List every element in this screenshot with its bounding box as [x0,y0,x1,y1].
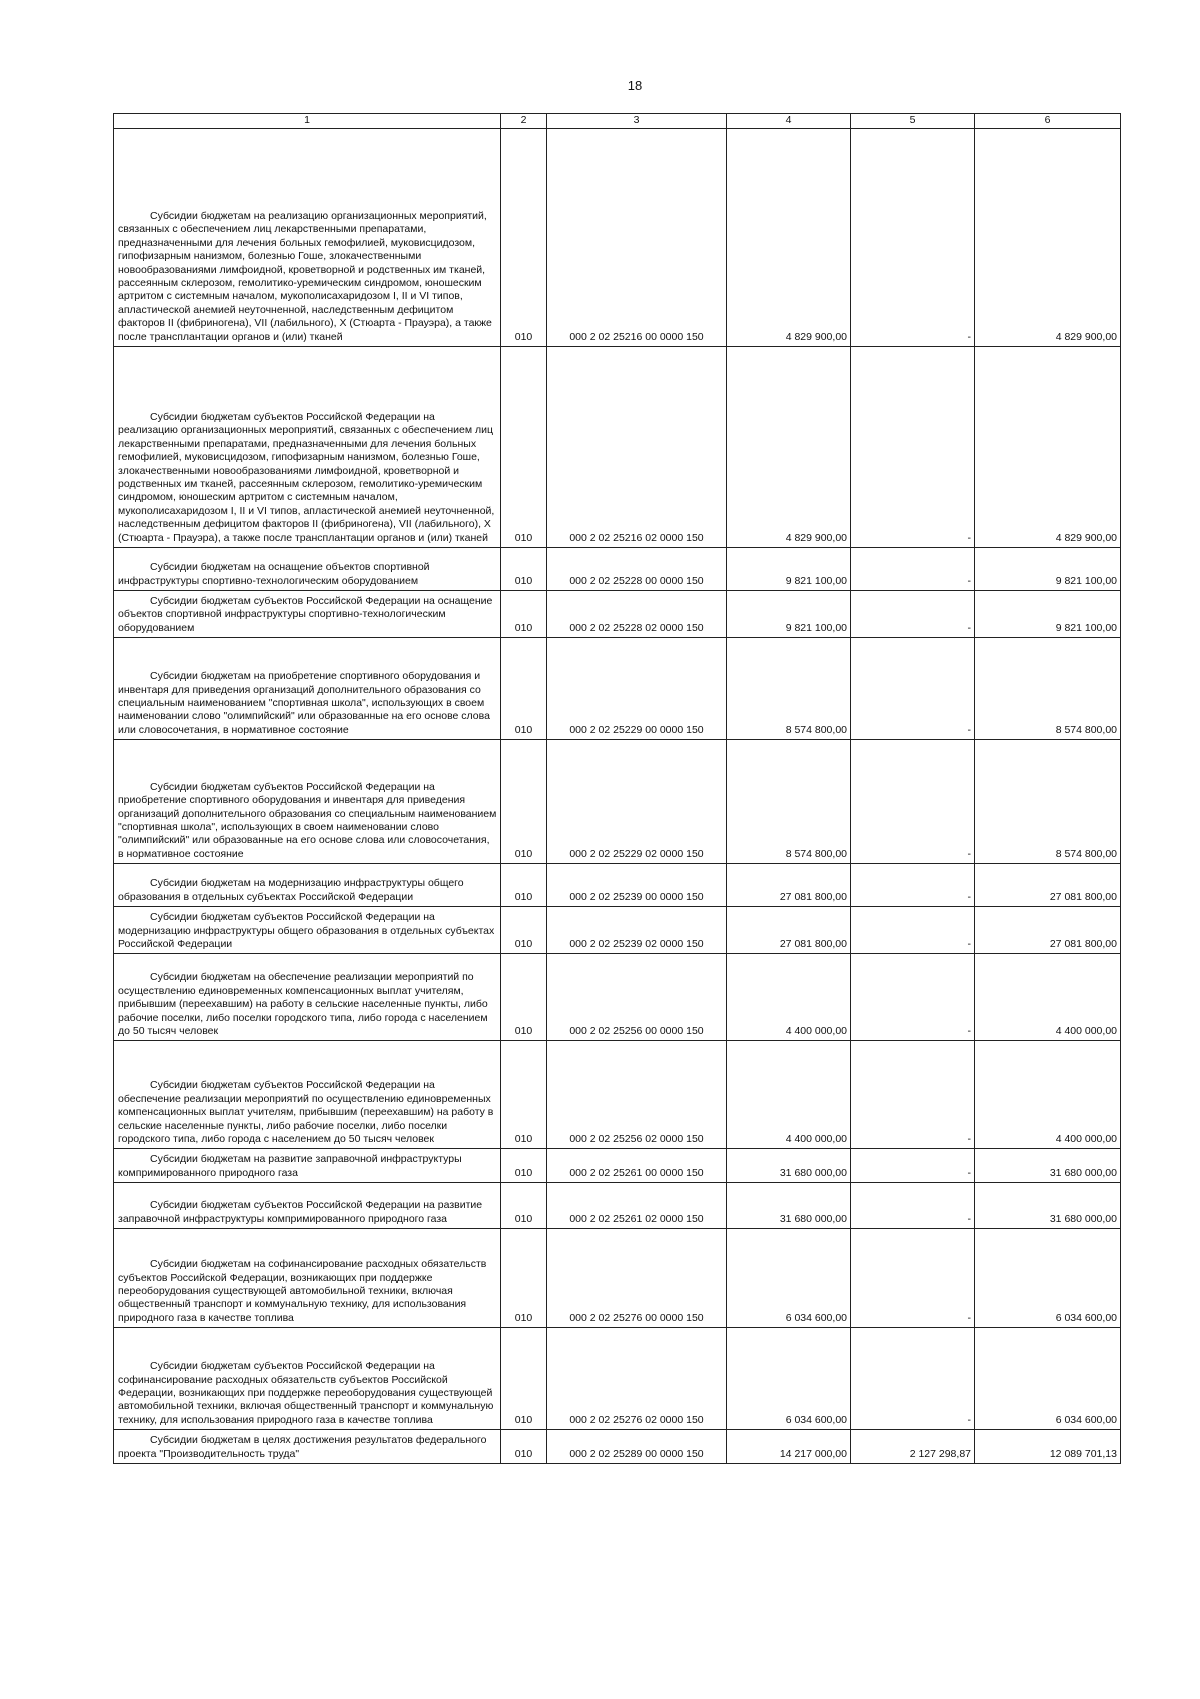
row-line-code: 010 [501,548,547,591]
row-executed-amount: 4 400 000,00 [975,1041,1121,1149]
row-approved-amount: 6 034 600,00 [727,1229,851,1328]
row-approved-amount: 8 574 800,00 [727,638,851,740]
row-executed-amount: 12 089 701,13 [975,1430,1121,1464]
row-description [114,347,501,548]
row-approved-amount: 6 034 600,00 [727,1328,851,1430]
column-header-4: 4 [727,114,851,129]
row-executed-amount: 4 400 000,00 [975,954,1121,1041]
row-line-code: 010 [501,1430,547,1464]
table-row [114,591,1121,638]
row-description-text: Субсидии бюджетам на модернизацию инфраструктуры общего образования в отдельных субъектах Российской Федерации [118,877,464,903]
column-header-5: 5 [851,114,975,129]
row-cancelled-amount: - [851,591,975,638]
row-description [114,740,501,864]
row-executed-amount: 9 821 100,00 [975,591,1121,638]
row-approved-amount: 4 400 000,00 [727,1041,851,1149]
row-cancelled-amount: - [851,740,975,864]
table-row [114,1328,1121,1430]
row-budget-code: 000 2 02 25289 00 0000 150 [547,1430,727,1464]
row-approved-amount: 9 821 100,00 [727,591,851,638]
row-budget-code: 000 2 02 25256 02 0000 150 [547,1041,727,1149]
row-line-code: 010 [501,740,547,864]
row-description-text: Субсидии бюджетам на обеспечение реализации мероприятий по осуществлению единовременных компенсационных выплат учителям, прибывшим (переехавшим) на работу в сельские населенные пункты, либо рабочие поселки, либо поселки городского типа, либо города с населением до 50 тысяч человек [118,971,488,1038]
row-description-text: Субсидии бюджетам субъектов Российской Федерации на обеспечение реализации мероприятий по осуществлению единовременных компенсационных выплат учителям, прибывшим (переехавшим) на работу в сельские населенные пункты, либо рабочие поселки, либо поселки городского типа, либо города с населением до 50 тысяч человек [118,1079,494,1146]
row-description [114,548,501,591]
row-line-code: 010 [501,638,547,740]
row-budget-code: 000 2 02 25239 02 0000 150 [547,907,727,954]
row-description [114,954,501,1041]
row-approved-amount: 14 217 000,00 [727,1430,851,1464]
row-description-text: Субсидии бюджетам субъектов Российской Федерации на развитие заправочной инфраструктуры компримированного природного газа [118,1199,483,1225]
row-description [114,591,501,638]
row-line-code: 010 [501,1328,547,1430]
row-executed-amount: 31 680 000,00 [975,1149,1121,1183]
row-executed-amount: 6 034 600,00 [975,1328,1121,1430]
table-row [114,347,1121,548]
table-row [114,954,1121,1041]
row-line-code: 010 [501,1149,547,1183]
row-approved-amount: 27 081 800,00 [727,907,851,954]
row-budget-code: 000 2 02 25256 00 0000 150 [547,954,727,1041]
row-description-text: Субсидии бюджетам субъектов Российской Федерации на модернизацию инфраструктуры общего образования в отдельных субъектах Российской Федерации [118,911,495,951]
row-description-text: Субсидии бюджетам субъектов Российской Федерации на софинансирование расходных обязательств субъектов Российской Федерации, возникающих при поддержке переоборудования существующей автомобильной техники, включая общественный транспорт и коммунальную технику, для использования природного газа в качестве топлива [118,1360,494,1426]
row-budget-code: 000 2 02 25261 00 0000 150 [547,1149,727,1183]
row-line-code: 010 [501,907,547,954]
row-budget-code: 000 2 02 25229 02 0000 150 [547,740,727,864]
row-description [114,129,501,347]
row-line-code: 010 [501,1229,547,1328]
row-description-text: Субсидии бюджетам субъектов Российской Федерации на приобретение спортивного оборудования и инвентаря для приведения организаций дополнительного образования со специальным наименованием "спортивная школа", использующих в своем наименовании слово "олимпийский" или образованные на его основе слова или словосочетания, в нормативное состояние [118,780,497,860]
row-budget-code: 000 2 02 25276 02 0000 150 [547,1328,727,1430]
row-description [114,1149,501,1183]
table-row [114,1229,1121,1328]
row-line-code: 010 [501,1041,547,1149]
table-row [114,740,1121,864]
row-approved-amount: 4 829 900,00 [727,347,851,548]
row-approved-amount: 8 574 800,00 [727,740,851,864]
row-cancelled-amount: - [851,954,975,1041]
row-executed-amount: 4 829 900,00 [975,347,1121,548]
row-description [114,1430,501,1464]
row-cancelled-amount: - [851,129,975,347]
row-executed-amount: 8 574 800,00 [975,740,1121,864]
row-budget-code: 000 2 02 25261 02 0000 150 [547,1183,727,1229]
row-description [114,1183,501,1229]
row-executed-amount: 4 829 900,00 [975,129,1121,347]
row-description [114,1041,501,1149]
row-cancelled-amount: - [851,1328,975,1430]
table-row [114,638,1121,740]
row-line-code: 010 [501,347,547,548]
row-approved-amount: 9 821 100,00 [727,548,851,591]
row-description [114,907,501,954]
row-cancelled-amount: 2 127 298,87 [851,1430,975,1464]
row-line-code: 010 [501,591,547,638]
table-row [114,129,1121,347]
row-cancelled-amount: - [851,638,975,740]
row-description-text: Субсидии бюджетам на реализацию организационных мероприятий, связанных с обеспечением лиц лекарственными препаратами, предназначенными для лечения больных гемофилией, муковисцидозом, гипофизарным нанизмом, болезнью Гоше, злокачественными новообразованиями лимфоидной, кроветворной и родственных им тканей, рассеянным склерозом, гемолитико-уремическим синдромом, юношеским артритом с системным началом, мукополисахаридозом I, II и VI типов, апластической анемией неуточненной, наследственным дефицитом факторов II (фибриногена), VII (лабильного), X (Стюарта - Прауэра), а также после трансплантации органов и (или) тканей [118,209,492,343]
row-description-text: Субсидии бюджетам субъектов Российской Федерации на реализацию организационных мероприятий, связанных с обеспечением лиц лекарственными препаратами, предназначенными для лечения больных гемофилией, муковисцидозом, гипофизарным нанизмом, болезнью Гоше, злокачественными новообразованиями лимфоидной, кроветворной и родственных им тканей, рассеянным склерозом, гемолитико-уремическим синдромом, юношеским артритом с системным началом, мукополисахаридозом I, II и VI типов, апластической анемией неуточненной, наследственным дефицитом факторов II (фибриногена), VII (лабильного), X (Стюарта - Прауэра), а также после трансплантации органов и (или) тканей [118,410,495,544]
row-budget-code: 000 2 02 25228 00 0000 150 [547,548,727,591]
row-executed-amount: 31 680 000,00 [975,1183,1121,1229]
row-cancelled-amount: - [851,548,975,591]
row-cancelled-amount: - [851,1183,975,1229]
column-header-1: 1 [114,114,501,129]
row-description-text: Субсидии бюджетам на оснащение объектов спортивной инфраструктуры спортивно-технологическим оборудованием [118,561,430,587]
page-number: 18 [627,78,643,93]
row-line-code: 010 [501,1183,547,1229]
table-row [114,1183,1121,1229]
row-executed-amount: 9 821 100,00 [975,548,1121,591]
row-budget-code: 000 2 02 25216 02 0000 150 [547,347,727,548]
column-header-2: 2 [501,114,547,129]
row-description [114,1328,501,1430]
row-description-text: Субсидии бюджетам на приобретение спортивного оборудования и инвентаря для приведения организаций дополнительного образования со специальным наименованием "спортивная школа", использующих в своем наименовании слово "олимпийский" или образованные на его основе слова или словосочетания, в нормативное состояние [118,670,490,736]
table-row [114,864,1121,907]
row-description [114,864,501,907]
row-approved-amount: 31 680 000,00 [727,1149,851,1183]
row-executed-amount: 6 034 600,00 [975,1229,1121,1328]
row-budget-code: 000 2 02 25239 00 0000 150 [547,864,727,907]
row-executed-amount: 8 574 800,00 [975,638,1121,740]
table-row [114,1430,1121,1464]
table-row [114,1149,1121,1183]
row-description [114,638,501,740]
row-cancelled-amount: - [851,864,975,907]
row-description [114,1229,501,1328]
column-header-6: 6 [975,114,1121,129]
row-executed-amount: 27 081 800,00 [975,907,1121,954]
column-header-3: 3 [547,114,727,129]
row-description-text: Субсидии бюджетам на софинансирование расходных обязательств субъектов Российской Федерации, возникающих при поддержке переоборудования существующей автомобильной техники, включая общественный транспорт и коммунальную технику, для использования природного газа в качестве топлива [118,1258,487,1324]
row-budget-code: 000 2 02 25276 00 0000 150 [547,1229,727,1328]
row-cancelled-amount: - [851,1229,975,1328]
row-budget-code: 000 2 02 25216 00 0000 150 [547,129,727,347]
row-executed-amount: 27 081 800,00 [975,864,1121,907]
row-approved-amount: 4 829 900,00 [727,129,851,347]
row-line-code: 010 [501,129,547,347]
table-row [114,1041,1121,1149]
row-approved-amount: 27 081 800,00 [727,864,851,907]
table-row [114,907,1121,954]
row-description-text: Субсидии бюджетам в целях достижения результатов федерального проекта "Производительность труда" [118,1434,487,1460]
row-description-text: Субсидии бюджетам субъектов Российской Федерации на оснащение объектов спортивной инфраструктуры спортивно-технологическим оборудованием [118,595,493,634]
row-budget-code: 000 2 02 25229 00 0000 150 [547,638,727,740]
row-approved-amount: 31 680 000,00 [727,1183,851,1229]
row-cancelled-amount: - [851,907,975,954]
table-row [114,548,1121,591]
row-approved-amount: 4 400 000,00 [727,954,851,1041]
row-cancelled-amount: - [851,1149,975,1183]
table-header-row [114,114,1121,129]
row-cancelled-amount: - [851,1041,975,1149]
row-line-code: 010 [501,864,547,907]
row-line-code: 010 [501,954,547,1041]
row-cancelled-amount: - [851,347,975,548]
row-budget-code: 000 2 02 25228 02 0000 150 [547,591,727,638]
budget-table [113,113,1121,1464]
row-description-text: Субсидии бюджетам на развитие заправочной инфраструктуры компримированного природного газа [118,1153,462,1179]
